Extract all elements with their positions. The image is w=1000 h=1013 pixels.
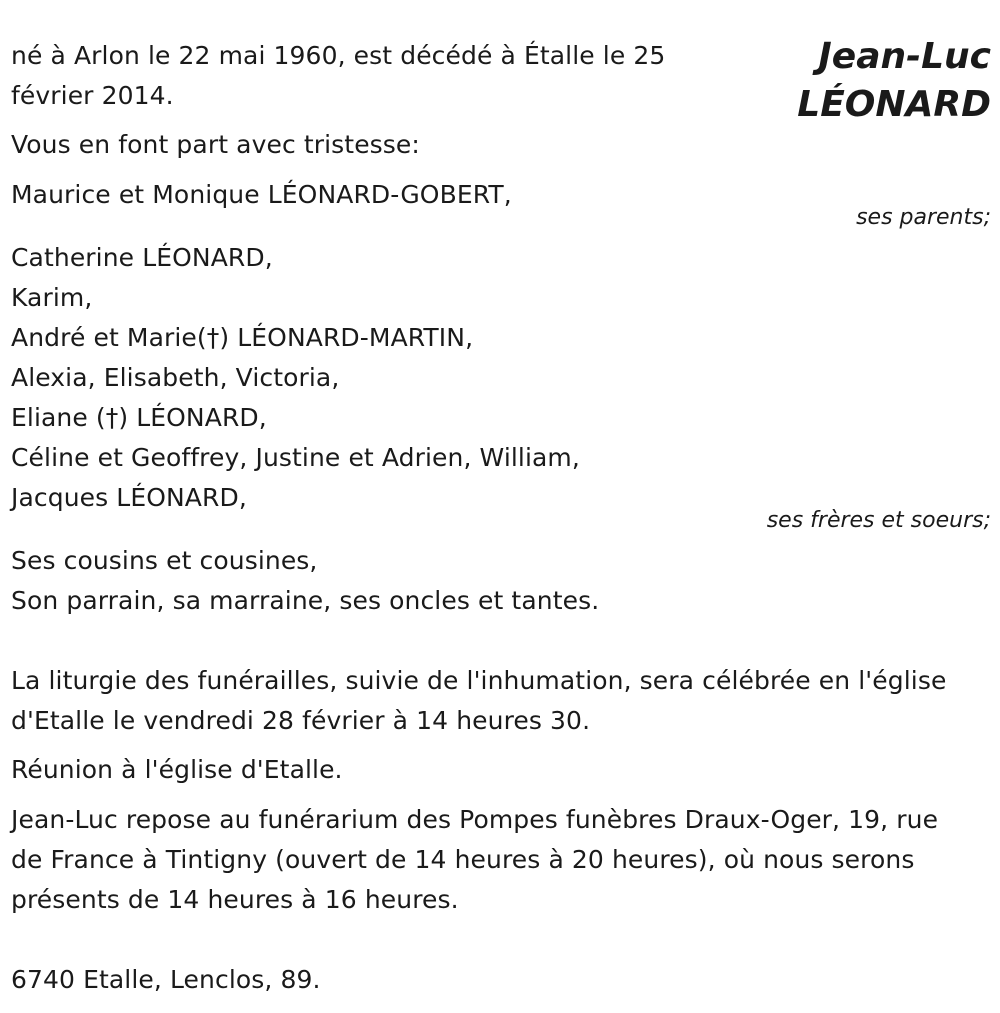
rest-line: présents de 14 heures à 16 heures. (11, 885, 459, 914)
sibling-line: Eliane (†) LÉONARD, (11, 403, 267, 432)
sibling-line: Céline et Geoffrey, Justine et Adrien, William, (11, 443, 580, 472)
intro-line: né à Arlon le 22 mai 1960, est décédé à Étalle le 25 (11, 41, 666, 70)
funeral-line: d'Etalle le vendredi 28 février à 14 heures 30. (11, 706, 591, 735)
funeral-line: La liturgie des funérailles, suivie de l'inhumation, sera célébrée en l'église (11, 666, 947, 695)
sibling-line: Jacques LÉONARD, (11, 483, 247, 512)
siblings-relation: ses frères et soeurs; (766, 508, 991, 533)
sibling-line: André et Marie(†) LÉONARD-MARTIN, (11, 323, 474, 352)
deceased-last-name: LÉONARD (797, 84, 991, 125)
meeting-text: Réunion à l'église d'Etalle. (11, 755, 343, 784)
sibling-line: Alexia, Elisabeth, Victoria, (11, 363, 340, 392)
intro-line: février 2014. (11, 81, 174, 110)
rest-line: Jean-Luc repose au funérarium des Pompes funèbres Draux-Oger, 19, rue (11, 805, 939, 834)
others-line: Son parrain, sa marraine, ses oncles et tantes. (11, 586, 600, 615)
sibling-line: Catherine LÉONARD, (11, 243, 273, 272)
deceased-first-name: Jean-Luc (818, 36, 991, 77)
others-line: Ses cousins et cousines, (11, 546, 318, 575)
announce-text: Vous en font part avec tristesse: (11, 130, 420, 159)
rest-line: de France à Tintigny (ouvert de 14 heures à 20 heures), où nous serons (11, 845, 915, 874)
parents-names: Maurice et Monique LÉONARD-GOBERT, (11, 180, 512, 209)
address-text: 6740 Etalle, Lenclos, 89. (11, 965, 321, 994)
parents-relation: ses parents; (856, 205, 991, 230)
sibling-line: Karim, (11, 283, 93, 312)
